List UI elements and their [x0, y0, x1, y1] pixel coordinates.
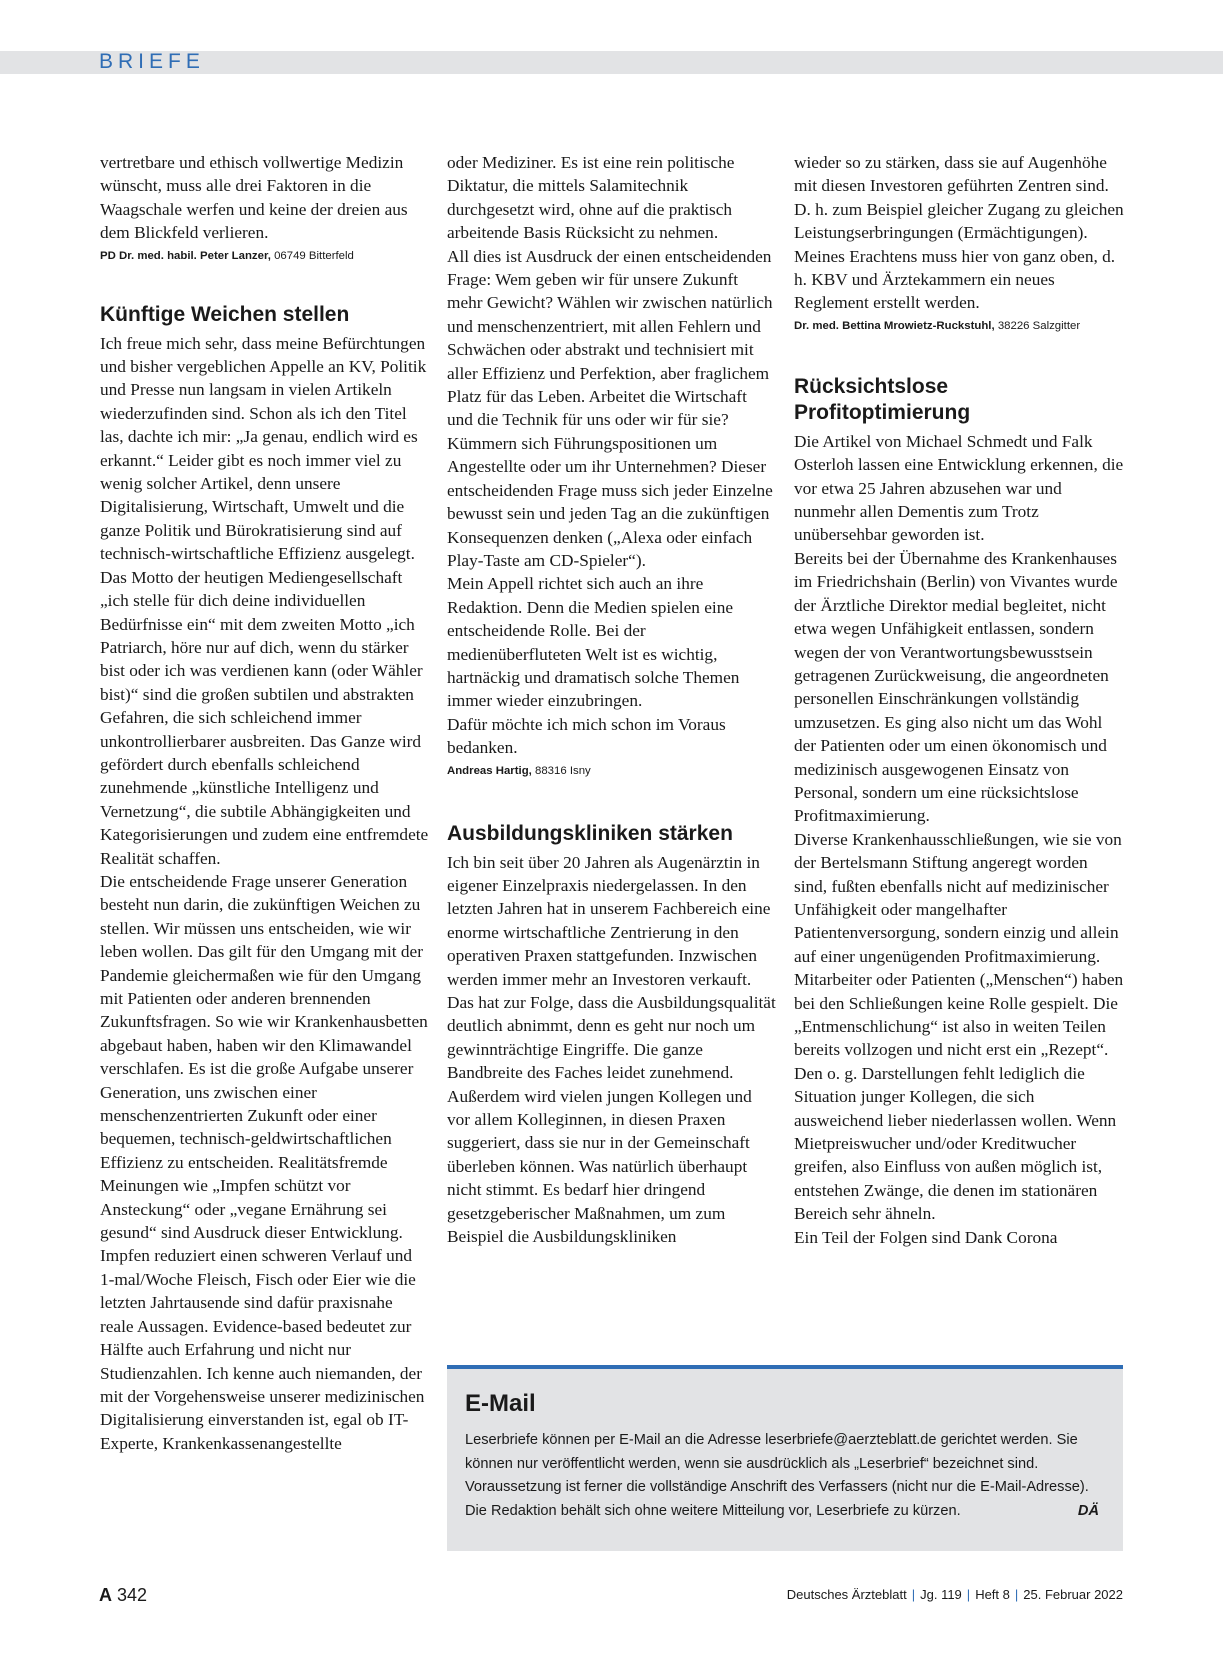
journal-name: Deutsches Ärzteblatt	[786, 1587, 907, 1602]
email-box-title: E-Mail	[465, 1390, 536, 1417]
letter-paragraph: Ich freue mich sehr, dass meine Befürchtungen und bisher vergeblichen Appelle an KV, Politik und Presse nun langsam in vielen Artikeln wiederzufinden sind. Schon als ich den Titel las, dachte ich mir: „Ja genau, endlich wird es erkannt.“ Leider gibt es noch immer viel zu wenig solcher Artikel, denn unsere Digitalisierung, Wirtschaft, Umwelt und die ganze Politik und Bürokratisierung sind auf technisch-wirtschaftliche Effizienz ausgelegt.	[100, 333, 427, 564]
letter-paragraph: Ich bin seit über 20 Jahren als Augenärztin in eigener Einzelpraxis niedergelassen. In den letzten Jahren hat in unserem Fachbereich eine enorme wirtschaftliche Zentrierung in den operativen Praxen stattgefunden. Inzwischen werden immer mehr an Investoren verkauft. Das hat zur Folge, dass die Ausbildungsqualität deutlich abnimmt, denn es geht nur noch um gewinnträchtige Eingriffe. Die ganze Bandbreite des Faches leidet zunehmend. Außerdem wird vielen jungen Kollegen und vor allem Kolleginnen, in diesen Praxen suggeriert, dass sie nur in der Gemeinschaft überleben können. Was natürlich überhaupt nicht stimmt. Es bedarf hier dringend gesetzgeberischer Maßnahmen, um zum Beispiel die Ausbildungskliniken	[447, 852, 776, 1247]
letter-paragraph: Mein Appell richtet sich auch an ihre Redaktion. Denn die Medien spielen eine entscheidende Rolle. Bei der medienüberfluteten Welt ist es wichtig, hartnäckig und dramatisch solche Themen immer wieder einzubringen.	[447, 574, 740, 711]
email-box-signature: DÄ	[1077, 1502, 1099, 1519]
letter-paragraph: Bereits bei der Übernahme des Krankenhauses im Friedrichshain (Berlin) von Vivantes wurde der Ärztliche Direktor medial begleitet, nicht etwa wegen Unfähigkeit entlassen, sondern wegen der von Verantwortungsbewusstsein getragenen Zurückweisung, die angeordneten personellen Einschränkungen vollständig umzusetzen. Es ging also nicht um das Wohl der Patienten oder um einen ökonomisch und medizinisch ausgewogenen Einsatz von Personal, sondern um eine rücksichtslose Profitmaximierung.	[794, 548, 1118, 826]
letter-paragraph: oder Mediziner. Es ist eine rein politische Diktatur, die mittels Salamitechnik durchgesetzt wird, ohne auf die praktisch arbeitende Basis Rücksicht zu nehmen.	[447, 153, 735, 243]
letter-continuation-text: vertretbare und ethisch vollwertige Medizin wünscht, muss alle drei Faktoren in die Waagschale werfen und keine der dreien aus dem Blickfeld verlieren.	[100, 153, 408, 243]
letter-signature	[100, 248, 430, 264]
letter-heading: Künftige Weichen stellen	[100, 302, 350, 326]
signature-place: 88316 Isny	[535, 764, 591, 777]
page-number	[99, 1584, 147, 1606]
journal-volume: Jg. 119	[920, 1587, 962, 1602]
footer-separator: |	[966, 1587, 971, 1602]
journal-footer	[787, 1586, 1123, 1604]
letter-paragraph: Das Motto der heutigen Mediengesellschaft „ich stelle für dich deine individuellen Bedürfnisse ein“ mit dem zweiten Motto „ich Patriarch, höre nur auf dich, wenn du stärker bist oder ich was verdienen kann (oder Wähler bist)“ sind die großen subtilen und abstrakten Gefahren, die sich schleichend immer unkontrollierbarer ausbreiten. Das Ganze wird gefördert durch ebenfalls schleichend zunehmende „künstliche Intelligenz und Vernetzung“, die subtile Abhängigkeiten und Kategorisierungen und zudem eine entfremdete Realität schaffen.	[100, 567, 429, 868]
page-number-value: 342	[117, 1585, 148, 1605]
email-box-body: Leserbriefe können per E-Mail an die Adresse leserbriefe@aerzteblatt.de gerichtet werden. Sie können nur veröffentlicht werden, wenn sie ausdrücklich als „Leserbrief“ bezeichnet sind. Voraussetzung ist ferner die vollständige Anschrift des Verfassers (nicht nur die E-Mail-Adresse). Die Redaktion behält sich ohne weitere Mitteilung vor, Leserbriefe zu kürzen.	[465, 1432, 1089, 1519]
letter-paragraph: Ein Teil der Folgen sind Dank Corona	[794, 1227, 1058, 1247]
letter-heading: Rücksichtslose Profitoptimierung	[794, 374, 971, 424]
column-1	[100, 151, 430, 1455]
letter-paragraph: Den o. g. Darstellungen fehlt lediglich die Situation junger Kollegen, die sich ausweichend lieber niederlassen wollen. Wenn Mietpreiswucher und/oder Kreditwucher greifen, also Einfluss von außen möglich ist, entstehen Zwänge, die denen im stationären Bereich sehr ähneln.	[794, 1063, 1117, 1224]
journal-issue: Heft 8	[975, 1587, 1010, 1602]
letter-paragraph: Diverse Krankenhausschließungen, wie sie von der Bertelsmann Stiftung angeregt worden sind, fußten ebenfalls nicht auf medizinischer Unfähigkeit oder mangelhafter Patientenversorgung, sondern einzig und allein auf einer ungenügenden Profitmaximierung. Mitarbeiter oder Patienten („Menschen“) haben bei den Schließungen keine Rolle gespielt. Die „Entmenschlichung“ ist also in weiten Teilen bereits vollzogen und nicht erst ein „Rezept“.	[794, 829, 1124, 1060]
signature-place: 06749 Bitterfeld	[274, 249, 354, 262]
page-letter: A	[99, 1585, 112, 1605]
letter-paragraph: Meines Erachtens muss hier von ganz oben, d. h. KBV und Ärztekammern ein neues Reglement erstellt werden.	[794, 246, 1116, 313]
letter-signature	[447, 763, 777, 779]
letter-paragraph: Die Artikel von Michael Schmedt und Falk Osterloh lassen eine Entwicklung erkennen, die vor etwa 25 Jahren abzusehen war und nunmehr allen Dementis zum Trotz unübersehbar geworden ist.	[794, 431, 1124, 545]
column-2	[447, 151, 777, 1248]
signature-name: PD Dr. med. habil. Peter Lanzer,	[100, 249, 271, 262]
journal-date: 25. Februar 2022	[1023, 1587, 1123, 1602]
column-3	[794, 151, 1124, 1249]
letter-signature	[794, 318, 1124, 334]
letter-paragraph: All dies ist Ausdruck der einen entscheidenden Frage: Wem geben wir für unsere Zukunft mehr Gewicht? Wählen wir zwischen natürlich und menschenzentriert, mit allen Fehlern und Schwächen oder abstrakt und technisiert mit aller Effizienz und Perfektion, aber fraglichem Platz für das Leben. Arbeitet die Wirtschaft und die Technik für uns oder wir für sie? Kümmern sich Führungspositionen um Angestellte oder um ihr Unternehmen? Dieser entscheidenden Frage muss sich jeder Einzelne bewusst sein und jeden Tag an die zukünftigen Konsequenzen denken („Alexa oder einfach Play-Taste am CD-Spieler“).	[447, 246, 773, 570]
email-info-box	[447, 1365, 1123, 1551]
section-label: BRIEFE	[99, 50, 205, 73]
letter-paragraph: Dafür möchte ich mich schon im Voraus bedanken.	[447, 714, 726, 758]
letter-paragraph: Die entscheidende Frage unserer Generation besteht nun darin, die zukünftigen Weichen zu stellen. Wir müssen uns entscheiden, wie wir leben wollen. Das gilt für den Umgang mit der Pandemie gleichermaßen wie für den Umgang mit Patienten oder anderen brennenden Zukunftsfragen. So wie wir Krankenhausbetten abgebaut haben, haben wir den Klimawandel verschlafen. Es ist die große Aufgabe unserer Generation, uns zwischen einer menschenzentrierten Zukunft oder einer bequemen, technisch-geldwirtschaftlichen Effizienz zu entscheiden. Realitätsfremde Meinungen wie „Impfen schützt vor Ansteckung“ oder „vegane Ernährung sei gesund“ sind Ausdruck dieser Entwicklung. Impfen reduziert einen schweren Verlauf und 1-mal/Woche Fleisch, Fisch oder Eier wie die letzten Jahrtausende sind dafür praxisnahe reale Aussagen. Evidence-based bedeutet zur Hälfte auch Erfahrung und nicht nur Studienzahlen. Ich kenne auch niemanden, der mit der Vorgehensweise unserer medizinischen Digitalisierung einverstanden ist, egal ob IT-Experte, Krankenkassenangestellte	[100, 871, 428, 1453]
footer-separator: |	[1014, 1587, 1019, 1602]
letter-paragraph: wieder so zu stärken, dass sie auf Augenhöhe mit diesen Investoren geführten Zentren sind. D. h. zum Beispiel gleicher Zugang zu gleichen Leistungserbringungen (Ermächtigungen).	[794, 153, 1124, 243]
letter-heading: Ausbildungskliniken stärken	[447, 821, 733, 845]
footer-separator: |	[911, 1587, 916, 1602]
email-box-text	[465, 1429, 1105, 1523]
signature-place: 38226 Salzgitter	[997, 319, 1081, 332]
signature-name: Andreas Hartig,	[447, 764, 532, 777]
signature-name: Dr. med. Bettina Mrowietz-Ruckstuhl,	[794, 319, 995, 332]
